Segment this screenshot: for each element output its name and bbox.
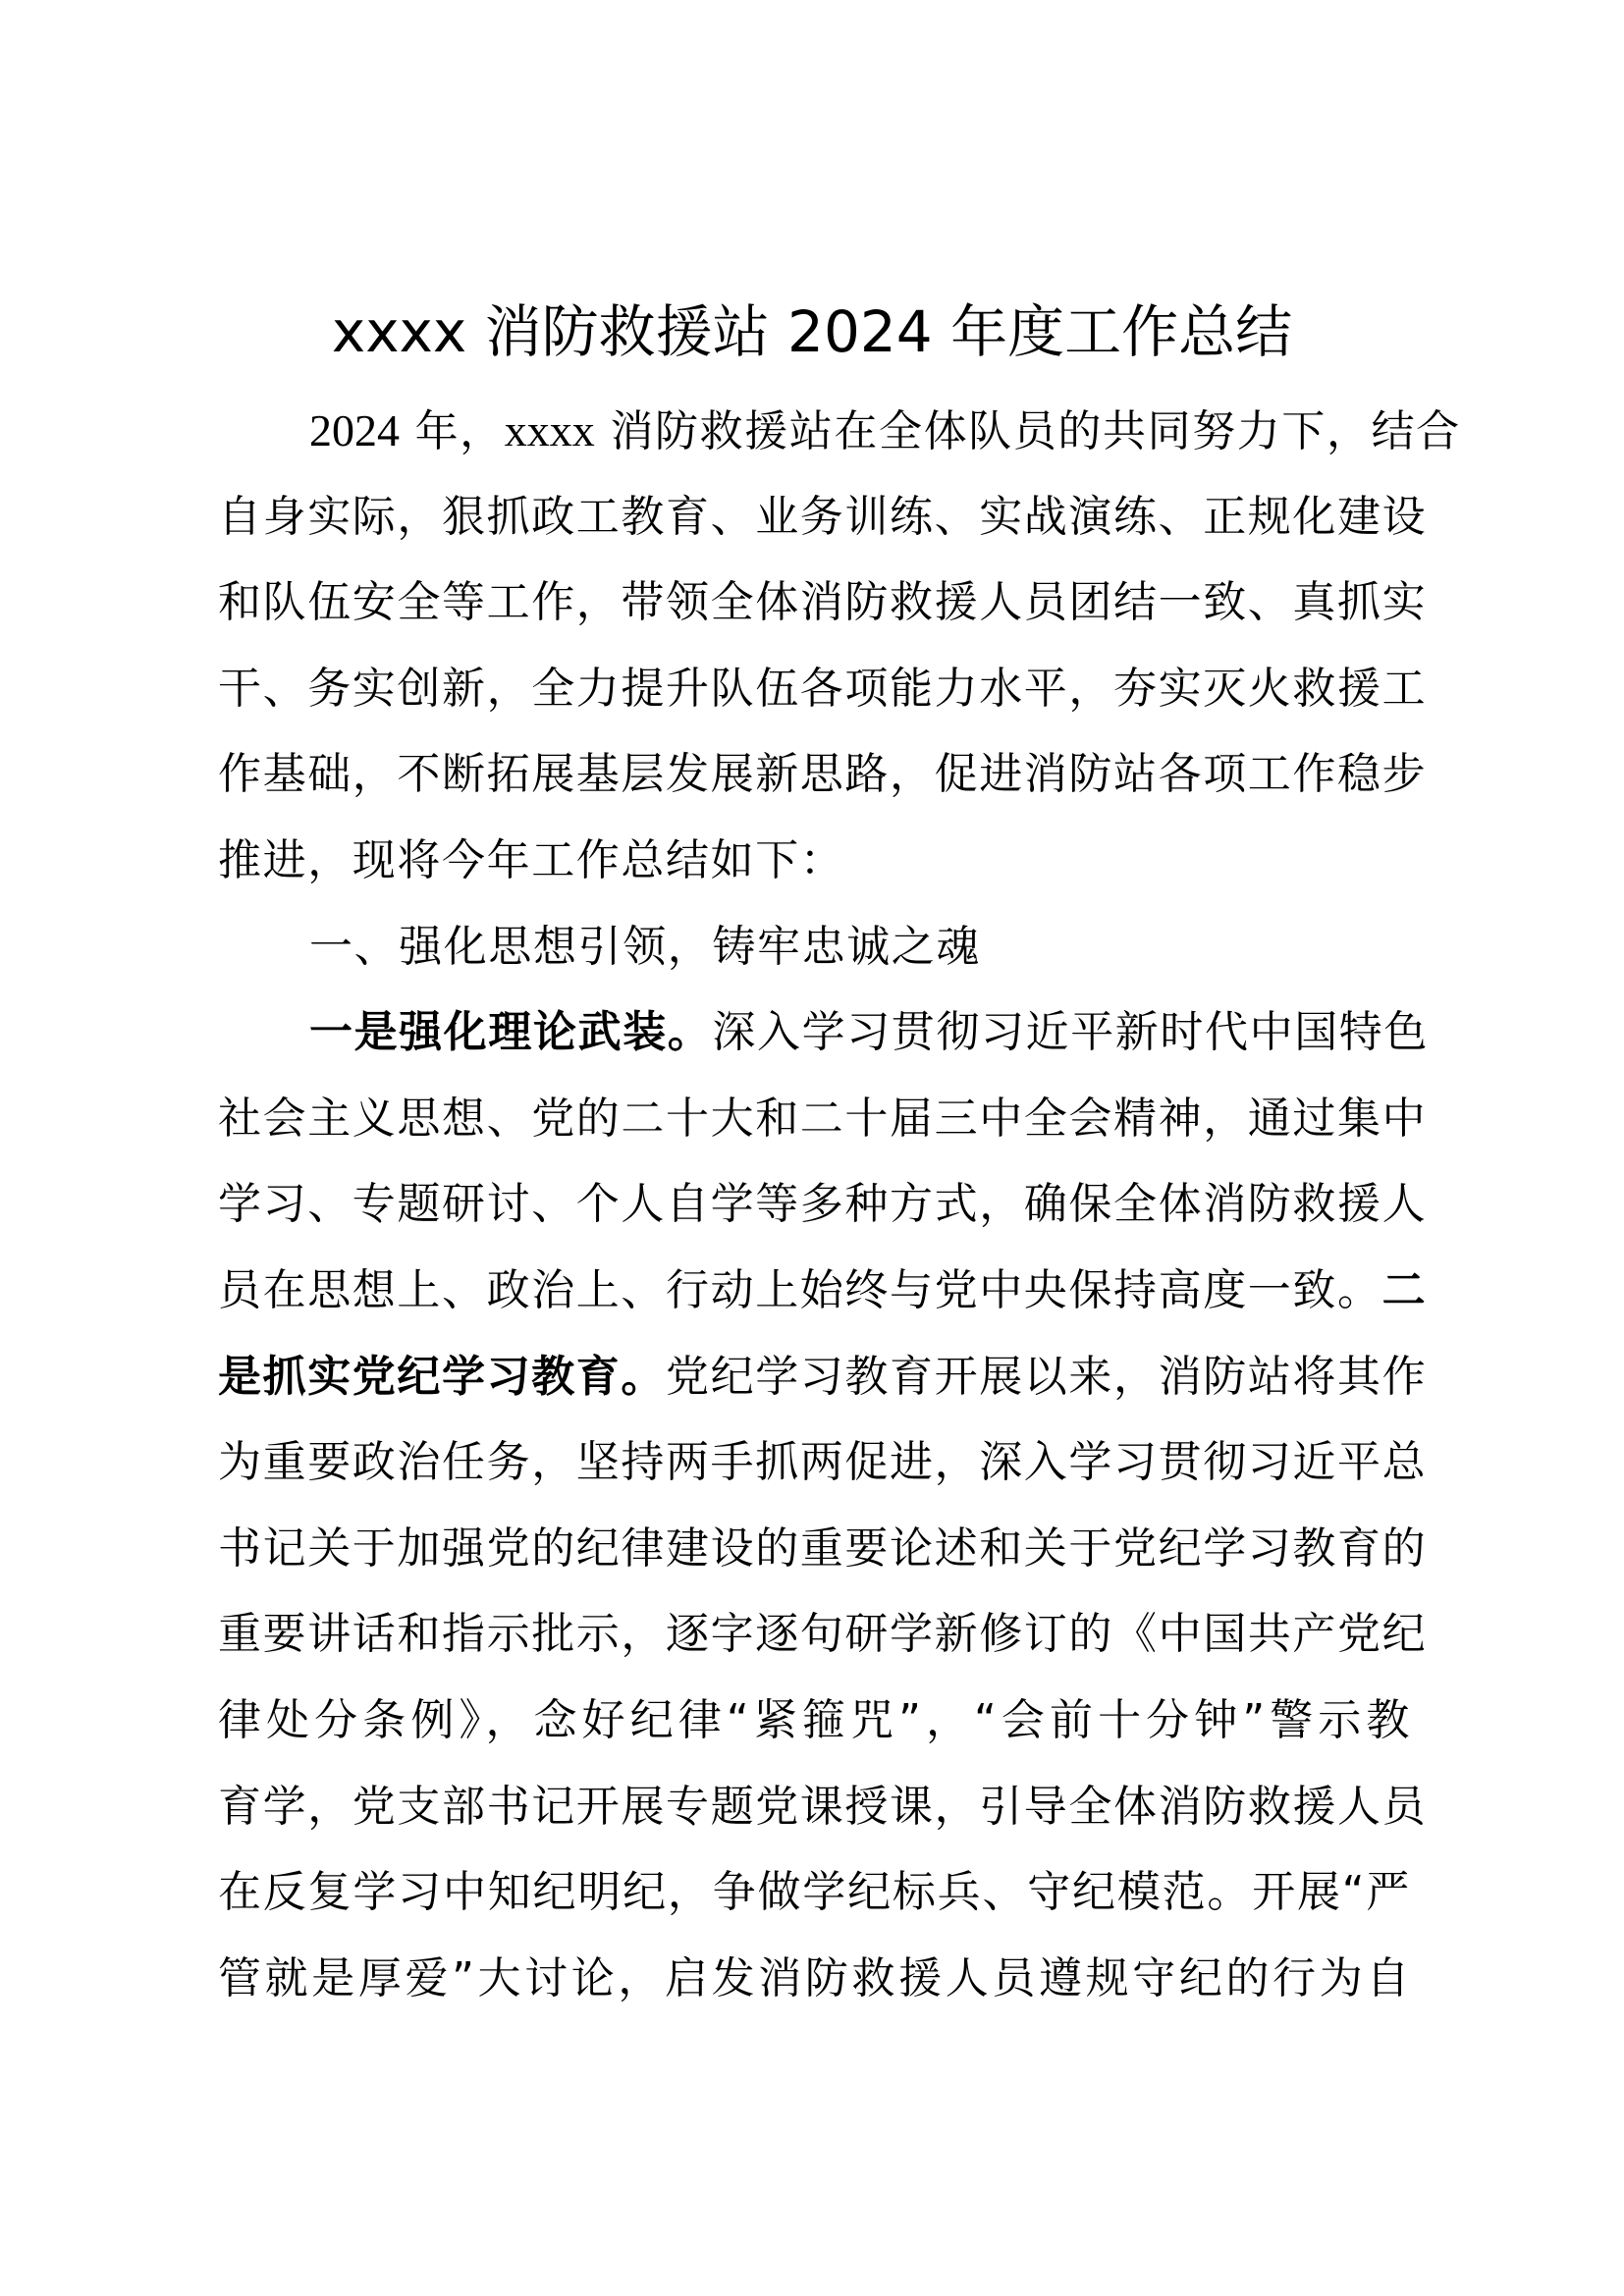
text-line xyxy=(218,1334,1428,1420)
text-segment: xxxx xyxy=(504,405,595,455)
text-line xyxy=(218,1591,1428,1678)
text-line xyxy=(218,818,1411,904)
section-heading xyxy=(218,904,1411,990)
text-segment: 党纪学习教育开展以来，消防站将其作 xyxy=(666,1351,1428,1402)
text-line xyxy=(218,1419,1428,1506)
text-line xyxy=(218,388,1461,474)
document-title: xxxx 消防救援站 2024 年度工作总结 xyxy=(331,298,1293,365)
text-line xyxy=(218,1161,1428,1248)
text-segment: 作基础，不断拓展基层发展新思路，促进消防站各项工作稳步 xyxy=(218,749,1428,800)
text-line xyxy=(218,1506,1428,1592)
bold-lead: 是抓实党纪学习教育。 xyxy=(218,1351,666,1402)
text-segment: 年， xyxy=(400,406,505,456)
text-line xyxy=(218,731,1428,818)
text-segment: 推进，现将今年工作总结如下： xyxy=(218,834,845,885)
text-line xyxy=(218,1076,1428,1162)
text-line xyxy=(218,1936,1411,2022)
text-segment: 员在思想上、政治上、行动上始终与党中央保持高度一致。 xyxy=(218,1264,1382,1315)
text-segment: 育学，党支部书记开展专题党课授课，引导全体消防救援人员 xyxy=(218,1781,1428,1832)
text-segment: 书记关于加强党的纪律建设的重要论述和关于党纪学习教育的 xyxy=(218,1522,1428,1574)
document-body xyxy=(218,388,1461,2021)
text-segment: 深入学习贯彻习近平新时代中国特色 xyxy=(712,1007,1430,1058)
text-line xyxy=(218,1678,1411,1764)
text-line xyxy=(218,560,1428,646)
text-segment: 学习、专题研讨、个人自学等多种方式，确保全体消防救援人 xyxy=(218,1179,1428,1230)
text-segment: 干、务实创新，全力提升队伍各项能力水平，夯实灭火救援工 xyxy=(218,663,1428,714)
text-line xyxy=(218,646,1428,732)
text-line xyxy=(218,989,1430,1076)
text-segment: 2024 xyxy=(309,405,400,455)
text-segment: 律处分条例》，念好纪律“紧箍咒”，“会前十分钟”警示教 xyxy=(218,1694,1411,1745)
text-segment: 自身实际，狠抓政工教育、业务训练、实战演练、正规化建设 xyxy=(218,491,1428,542)
text-segment: 一、强化思想引领，铸牢忠诚之魂 xyxy=(309,921,981,972)
bold-lead: 一是强化理论武装。 xyxy=(309,1007,713,1058)
bold-lead: 二 xyxy=(1381,1264,1428,1315)
text-segment: 为重要政治任务，坚持两手抓两促进，深入学习贯彻习近平总 xyxy=(218,1437,1428,1488)
text-segment: 消防救援站在全体队员的共同努力下，结合 xyxy=(594,406,1461,456)
text-segment: 和队伍安全等工作，带领全体消防救援人员团结一致、真抓实 xyxy=(218,577,1428,628)
text-line xyxy=(218,1764,1428,1850)
text-segment: 社会主义思想、党的二十大和二十届三中全会精神，通过集中 xyxy=(218,1093,1428,1144)
text-line xyxy=(218,474,1428,561)
text-segment: 重要讲话和指示批示，逐字逐句研学新修订的《中国共产党纪 xyxy=(218,1609,1428,1660)
text-segment: 管就是厚爱”大讨论，启发消防救援人员遵规守纪的行为自 xyxy=(218,1952,1411,2003)
text-segment: 在反复学习中知纪明纪，争做学纪标兵、守纪模范。开展“严 xyxy=(218,1867,1411,1918)
text-line xyxy=(218,1849,1411,1936)
text-line xyxy=(218,1248,1428,1334)
